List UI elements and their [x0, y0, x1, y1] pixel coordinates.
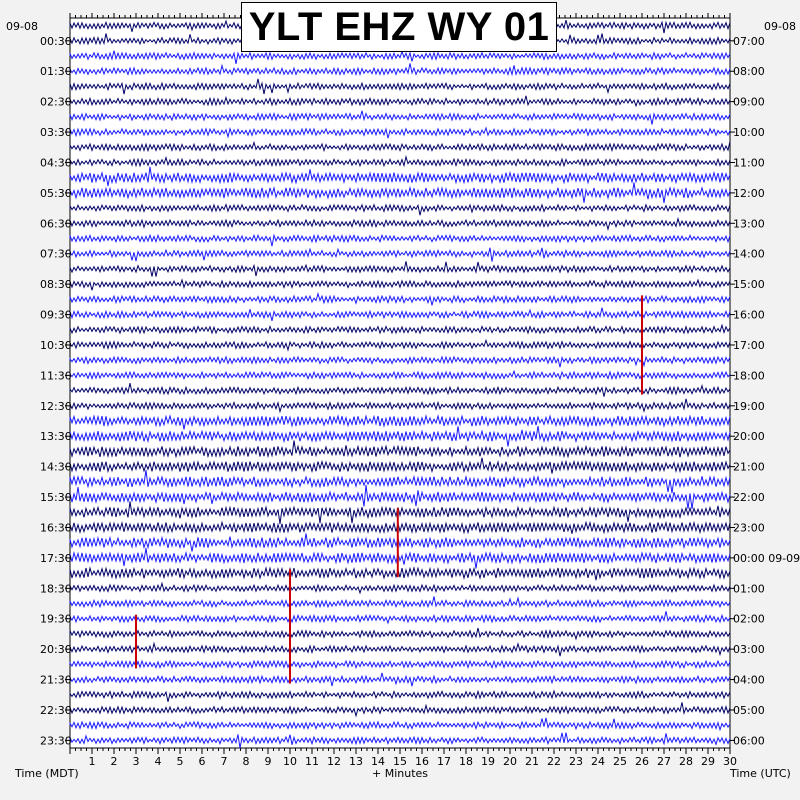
x-tick-label: 10 — [283, 755, 297, 768]
x-tick-label: 5 — [176, 755, 184, 768]
left-time-label: 22:30 — [40, 703, 72, 717]
x-tick-label: 13 — [349, 755, 363, 768]
right-time-label: 01:00 — [733, 582, 765, 596]
right-time-label: 22:00 — [733, 491, 765, 505]
x-tick-label: 16 — [415, 755, 429, 768]
x-tick-label: 28 — [679, 755, 693, 768]
left-time-label: 21:30 — [40, 673, 72, 687]
left-time-label: 23:30 — [40, 734, 72, 748]
left-time-label: 07:30 — [40, 247, 72, 261]
right-time-label: 21:00 — [733, 460, 765, 474]
x-tick-label: 22 — [547, 755, 561, 768]
right-time-label: 11:00 — [733, 156, 765, 170]
left-time-label: 01:30 — [40, 65, 72, 79]
x-tick-label: 14 — [371, 755, 385, 768]
left-time-label: 05:30 — [40, 186, 72, 200]
left-time-label: 19:30 — [40, 612, 72, 626]
x-tick-label: 15 — [393, 755, 407, 768]
x-tick-label: 12 — [327, 755, 341, 768]
right-time-label: 12:00 — [733, 186, 765, 200]
left-time-label: 00:30 — [40, 34, 72, 48]
right-time-label: 23:00 — [733, 521, 765, 535]
left-date-label: 09-08 — [6, 20, 38, 33]
left-time-label: 10:30 — [40, 338, 72, 352]
left-time-label: 12:30 — [40, 399, 72, 413]
left-time-label: 08:30 — [40, 278, 72, 292]
x-tick-label: 20 — [503, 755, 517, 768]
right-time-label: 20:00 — [733, 430, 765, 444]
left-time-label: 04:30 — [40, 156, 72, 170]
x-tick-label: 18 — [459, 755, 473, 768]
left-time-label: 06:30 — [40, 217, 72, 231]
left-time-label: 16:30 — [40, 521, 72, 535]
x-tick-label: 29 — [701, 755, 715, 768]
right-time-label: 16:00 — [733, 308, 765, 322]
right-time-label: 10:00 — [733, 126, 765, 140]
right-time-label: 02:00 — [733, 612, 765, 626]
x-tick-label: 26 — [635, 755, 649, 768]
x-tick-label: 21 — [525, 755, 539, 768]
x-tick-label: 23 — [569, 755, 583, 768]
right-axis-label: Time (UTC) — [730, 767, 791, 780]
left-time-label: 09:30 — [40, 308, 72, 322]
left-time-label: 03:30 — [40, 126, 72, 140]
left-time-label: 02:30 — [40, 95, 72, 109]
right-time-label: 15:00 — [733, 278, 765, 292]
x-tick-label: 30 — [723, 755, 737, 768]
right-time-label: 09:00 — [733, 95, 765, 109]
left-time-label: 18:30 — [40, 582, 72, 596]
x-tick-label: 4 — [154, 755, 162, 768]
left-time-label: 15:30 — [40, 491, 72, 505]
x-tick-label: 25 — [613, 755, 627, 768]
right-time-label: 00:00 09-09 — [733, 551, 800, 565]
plot-area — [70, 18, 730, 748]
right-time-label: 07:00 — [733, 34, 765, 48]
left-time-label: 13:30 — [40, 430, 72, 444]
x-tick-label: 8 — [242, 755, 250, 768]
right-time-label: 05:00 — [733, 703, 765, 717]
x-tick-label: 3 — [132, 755, 140, 768]
left-axis-label: Time (MDT) — [15, 767, 79, 780]
right-time-label: 14:00 — [733, 247, 765, 261]
x-tick-label: 27 — [657, 755, 671, 768]
chart-title: YLT EHZ WY 01 — [241, 2, 557, 52]
x-tick-label: 7 — [220, 755, 228, 768]
right-time-label: 18:00 — [733, 369, 765, 383]
right-time-label: 04:00 — [733, 673, 765, 687]
x-tick-label: 6 — [198, 755, 206, 768]
x-tick-label: 2 — [110, 755, 118, 768]
x-tick-label: 17 — [437, 755, 451, 768]
right-date-label: 09-08 — [764, 20, 796, 33]
left-time-label: 14:30 — [40, 460, 72, 474]
x-tick-label: 1 — [88, 755, 96, 768]
right-time-label: 13:00 — [733, 217, 765, 231]
x-tick-label: 11 — [305, 755, 319, 768]
right-time-label: 03:00 — [733, 643, 765, 657]
left-time-label: 20:30 — [40, 643, 72, 657]
x-axis-label: + Minutes — [371, 767, 429, 780]
right-time-label: 19:00 — [733, 399, 765, 413]
left-time-label: 11:30 — [40, 369, 72, 383]
right-time-label: 06:00 — [733, 734, 765, 748]
x-tick-label: 19 — [481, 755, 495, 768]
x-tick-label: 9 — [264, 755, 272, 768]
right-time-label: 08:00 — [733, 65, 765, 79]
left-time-label: 17:30 — [40, 551, 72, 565]
right-time-label: 17:00 — [733, 338, 765, 352]
x-tick-label: 24 — [591, 755, 605, 768]
